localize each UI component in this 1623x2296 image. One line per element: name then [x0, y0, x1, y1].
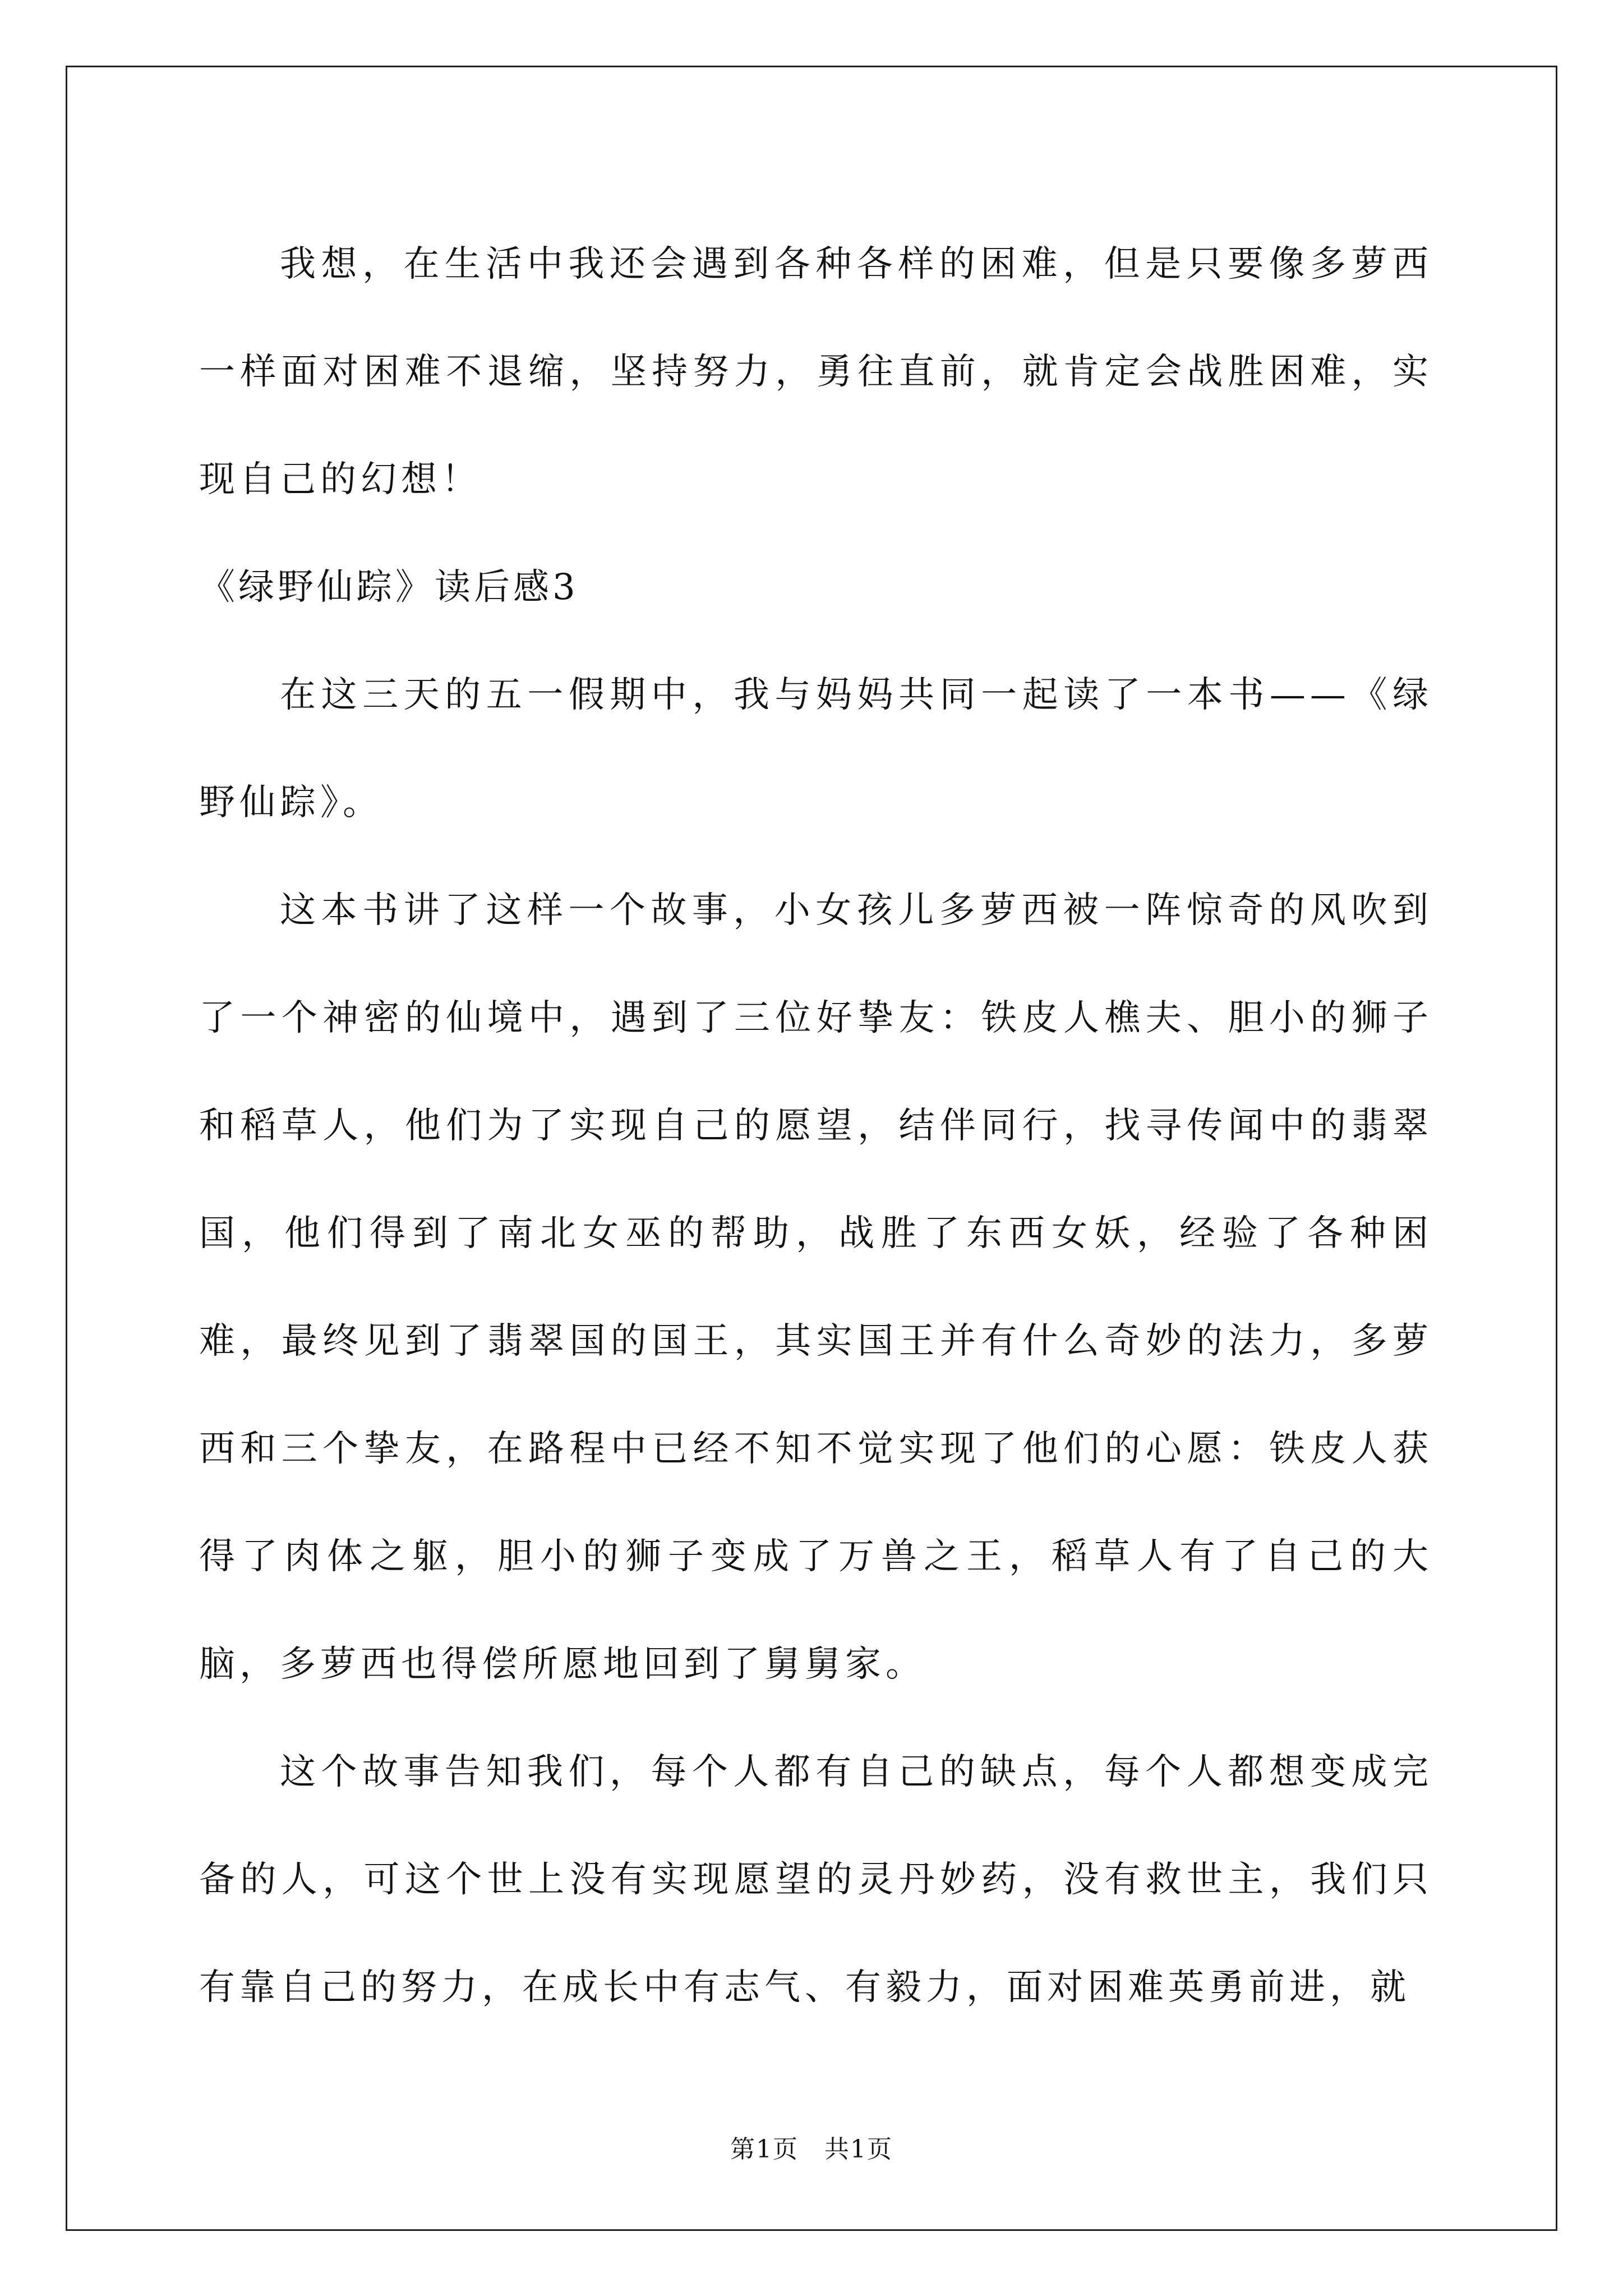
paragraph-intro: 在这三天的五一假期中，我与妈妈共同一起读了一本书——《绿野仙踪》。: [199, 674, 1433, 823]
paragraph-story-summary: 这本书讲了这样一个故事，小女孩儿多萝西被一阵惊奇的风吹到了一个神密的仙境中，遇到了三位好挚友：铁皮人樵夫、胆小的狮子和稻草人，他们为了实现自己的愿望，结伴同行，找寻传闻中的翡翠国，他们得到了南北女巫的帮助，战胜了东西女妖，经验了各种困难，最终见到了翡翠国的国王，其实国王并有什么奇妙的法力，多萝西和三个挚友，在路程中已经不知不觉实现了他们的心愿：铁皮人获得了肉体之躯，胆小的狮子变成了万兽之王，稻草人有了自己的大脑，多萝西也得偿所愿地回到了舅舅家。: [199, 890, 1433, 1685]
paragraph-lesson: 这个故事告知我们，每个人都有自己的缺点，每个人都想变成完备的人，可这个世上没有实现愿望的灵丹妙药，没有救世主，我们只有靠自己的努力，在成长中有志气、有毅力，面对困难英勇前进，就: [199, 1751, 1433, 2008]
section-heading: 《绿野仙踪》读后感3: [199, 567, 579, 608]
page-number-footer: 第1页 共1页: [730, 2135, 893, 2164]
document-body: [199, 210, 1433, 2041]
paragraph-conclusion: 我想，在生活中我还会遇到各种各样的困难，但是只要像多萝西一样面对困难不退缩，坚持努力，勇往直前，就肯定会战胜困难，实现自己的幻想！: [199, 243, 1433, 500]
